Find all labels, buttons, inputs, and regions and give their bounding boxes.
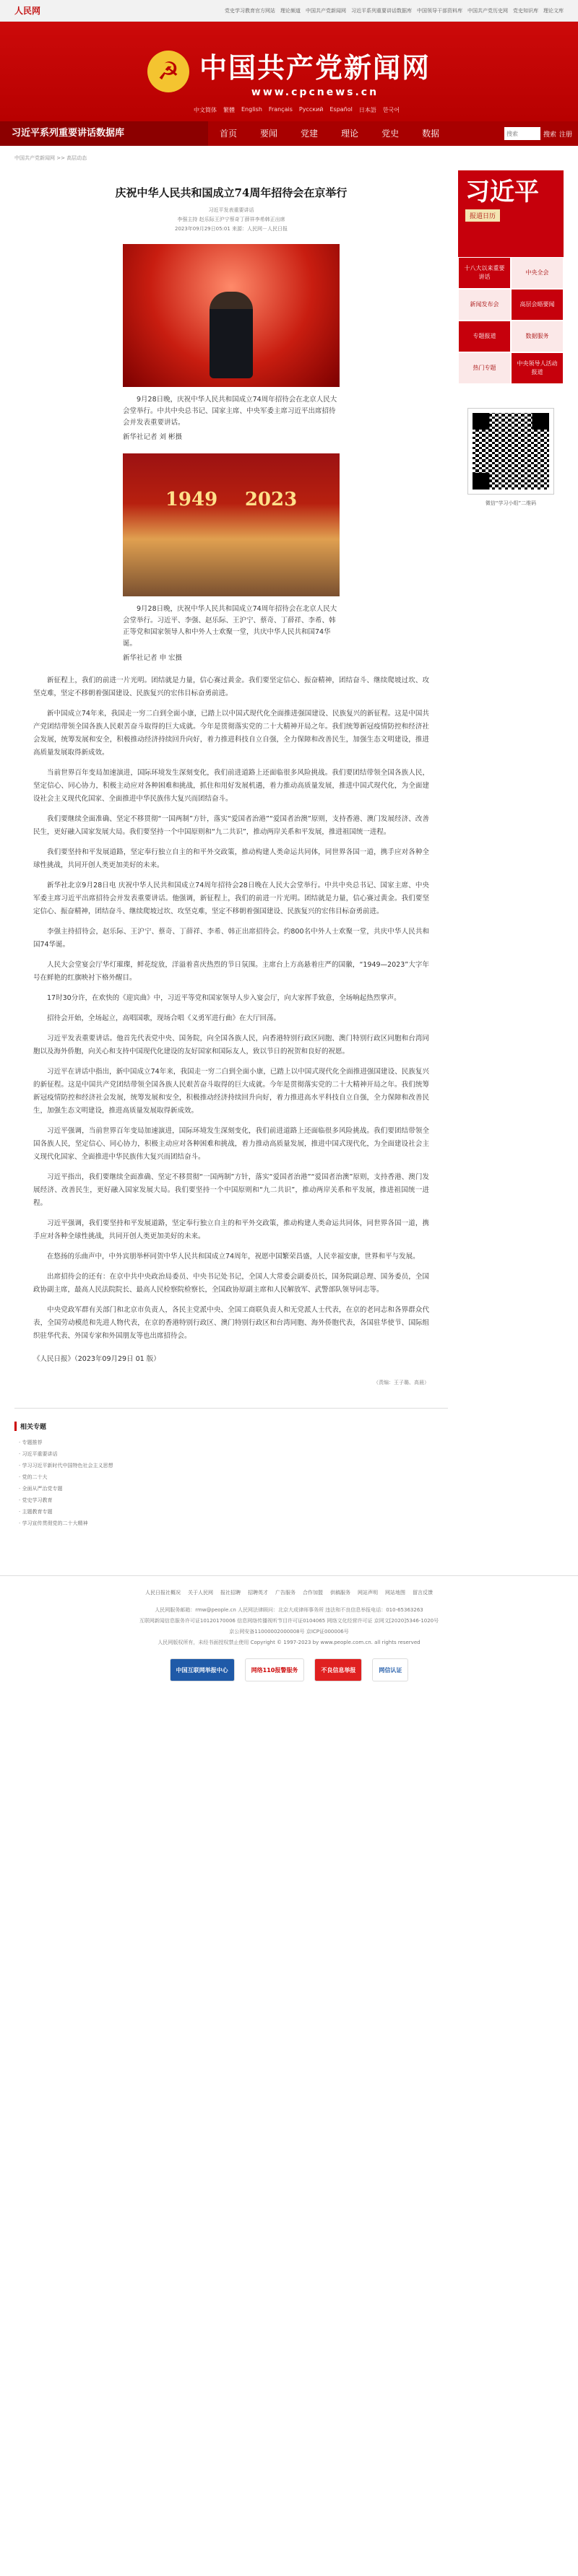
year-label: 1949	[165, 489, 218, 510]
top-link[interactable]: 中国共产党历史网	[467, 7, 508, 14]
sidebar-tile[interactable]: 新闻发布会	[458, 289, 511, 321]
search-input[interactable]	[504, 127, 540, 140]
section-title[interactable]: 习近平系列重要讲话数据库	[0, 121, 208, 146]
footer-link[interactable]: 网站声明	[358, 1590, 378, 1596]
top-bar	[0, 0, 578, 22]
photo-credit: 新华社记者 申 宏摄	[123, 654, 183, 662]
article-paragraph: 我们要坚持和平发展道路，坚定奉行独立自主的和平外交政策，推动构建人类命运共同体，同世界各国一道，携手应对各种全球性挑战，共同开创人类更加美好的未来。	[33, 848, 429, 869]
report-center-badge[interactable]: 中国互联网举报中心	[170, 1658, 235, 1681]
qr-code-icon	[468, 409, 553, 494]
party-emblem-icon: ☭	[147, 51, 189, 92]
footer-line: 京公网安备11000002000008号 京ICP证000006号	[229, 1629, 349, 1635]
related-item[interactable]: · 党的二十大	[19, 1474, 48, 1480]
sidebar	[458, 170, 564, 1529]
article-paragraph: 习近平强调，当前世界百年变局加速演进，国际环境发生深刻变化，我们前进道路上还面临很多风险挑战。我们要团结带领全国各族人民，坚定信心、同心协力，积极主动应对各种困难和挑战，着力推动高质量发展，推进中国式现代化，为全面建设社会主义现代化国家、全面推进中华民族伟大复兴而团结奋斗。	[33, 1127, 429, 1161]
related-item[interactable]: · 党史学习教育	[19, 1497, 53, 1503]
article-meta-date-source: 2023年09月29日05:01 来源：人民网－人民日报	[174, 226, 288, 232]
article-paragraph: 习近平指出，我们要继续全面准确、坚定不移贯彻“一国两制”方针，落实“爱国者治港”“爱国者治澳”原则，支持香港、澳门发展经济、改善民生，更好融入国家发展大局。我们要坚持一个中国原则和“九二共识”，推动两岸关系和平发展，推进祖国统一进程。	[33, 1173, 429, 1207]
footer-links	[29, 1589, 549, 1596]
article-paragraph: 新中国成立74年来，我国走一穷二白到全面小康，已踏上以中国式现代化全面推进强国建设、民族复兴的新征程。这是中国共产党团结带领全国各族人民艰苦奋斗取得的巨大成就。今年是贯彻落实党的二十大精神开局之年。我们统筹新冠疫情防控和经济社会发展，统筹发展和安全，积极推动经济持续回升向好，着力推进科技自立自强，全力保障和改善民生，加强生态文明建设，推进高质量发展取得新成效。	[33, 710, 429, 757]
nav-item-data[interactable]: 数据	[422, 129, 440, 139]
cac-verified-badge[interactable]: 网信认证	[372, 1658, 408, 1681]
top-link[interactable]: 党史知识库	[513, 7, 538, 14]
search-box	[504, 127, 572, 140]
language-link[interactable]: Русский	[298, 106, 324, 113]
search-button[interactable]: 搜索	[543, 131, 556, 139]
article-meta-attendees: 李强主持 赵乐际王沪宁蔡奇丁薛祥李希韩正出席	[177, 217, 285, 222]
sidebar-tile[interactable]: 高层会晤要闻	[511, 289, 564, 321]
language-nav	[194, 106, 400, 114]
related-item[interactable]: · 习近平重要讲话	[19, 1451, 58, 1457]
article-paragraph: 出席招待会的还有：在京中共中央政治局委员、中央书记处书记，全国人大常委会副委员长，国务院副总理、国务委员，全国政协副主席，最高人民法院院长、最高人民检察院检察长，全国政协原副主席和人民解放军、武警部队领导同志等。	[33, 1273, 429, 1294]
police-110-badge[interactable]: 网络110报警服务	[245, 1658, 305, 1681]
top-link[interactable]: 理论频道	[280, 7, 301, 14]
article-paragraph: 招待会开始，全场起立，高唱国歌，现场合唱《义勇军进行曲》在大厅回荡。	[47, 1014, 281, 1022]
footer-line: 人民网服务邮箱：rmw@people.cn 人民网法律顾问：北京大成律师事务所 违法和不良信息举报电话：010-65363263	[155, 1607, 423, 1613]
footer-legal	[29, 1605, 549, 1648]
article-paragraph: 习近平发表重要讲话。他首先代表党中央、国务院，向全国各族人民，向香港特别行政区同胞、澳门特别行政区同胞和台湾同胞以及海外侨胞，向关心和支持中国现代化建设的友好国家和国际友人，致以节日的祝贺和良好的祝愿。	[33, 1035, 429, 1056]
top-link[interactable]: 中国共产党新闻网	[306, 7, 346, 14]
article-source: 《人民日报》（2023年09月29日 01 版）	[33, 1355, 160, 1363]
nav-item-history[interactable]: 党史	[381, 129, 400, 139]
footer-link[interactable]: 合作加盟	[303, 1590, 323, 1596]
article-paragraph: 李强主持招待会，赵乐际、王沪宁、蔡奇、丁薛祥、李希、韩正出席招待会。约800名中外人士欢聚一堂，共庆中华人民共和国74华诞。	[33, 928, 429, 949]
article-paragraph: 新征程上，我们的前进一片光明。团结就是力量，信心赛过黄金。我们要坚定信心、振奋精神，团结奋斗、继续爬坡过坎、攻坚克难，坚定不移朝着强国建设、民族复兴的宏伟目标奋勇前进。	[33, 676, 429, 697]
language-link[interactable]: Español	[329, 106, 353, 113]
related-title: 相关专题	[14, 1422, 448, 1431]
language-link[interactable]: English	[241, 106, 262, 113]
people-logo[interactable]: 人民网	[14, 6, 41, 16]
language-link[interactable]: 한국어	[382, 107, 400, 113]
qr-caption: 微信“学习小组”二维码	[485, 500, 537, 506]
main-column	[14, 170, 448, 1529]
site-url: www.cpcnews.cn	[251, 86, 379, 98]
photo-caption: 9月28日晚，庆祝中华人民共和国成立74周年招待会在北京人民大会堂举行。中共中央总书记、国家主席、中央军委主席习近平出席招待会并发表重要讲话。	[123, 396, 337, 427]
related-item[interactable]: · 全面从严治党专题	[19, 1486, 63, 1492]
footer-link[interactable]: 留言反馈	[413, 1590, 433, 1596]
sidebar-tile[interactable]: 专题报道	[458, 321, 511, 352]
top-link[interactable]: 中国领导干部资料库	[417, 7, 462, 14]
sidebar-tile[interactable]: 中央领导人活动报道	[511, 352, 564, 384]
footer-link[interactable]: 人民日报社概况	[145, 1590, 181, 1596]
year-label: 2023	[244, 489, 298, 510]
calendar-title: 习近平	[465, 178, 539, 206]
article-paragraph: 新华社北京9月28日电 庆祝中华人民共和国成立74周年招待会28日晚在人民大会堂举行。中共中央总书记、国家主席、中央军委主席习近平出席招待会并发表重要讲话。他强调，新征程上，我们的前进一片光明。团结就是力量，信心赛过黄金。我们要坚定信心、振奋精神，团结奋斗、继续爬坡过坎、攻坚克难，坚定不移朝着强国建设、民族复兴的宏伟目标奋勇前进。	[33, 882, 429, 915]
language-link[interactable]: 繁體	[223, 107, 235, 113]
sidebar-tile[interactable]: 十八大以来重要讲话	[458, 257, 511, 289]
related-item[interactable]: · 学习习近平新时代中国特色社会主义思想	[19, 1463, 113, 1468]
footer-link[interactable]: 关于人民网	[188, 1590, 213, 1596]
article-body	[33, 674, 429, 1343]
top-link[interactable]: 理论文库	[543, 7, 564, 14]
article-paragraph: 中央党政军群有关部门和北京市负责人，各民主党派中央、全国工商联负责人和无党派人士代表，在京的老同志和各界群众代表，全国劳动模范和先进人物代表，在京的香港特别行政区、澳门特别行政区和台湾同胞、海外侨胞代表，各国驻华使节、国际组织驻华代表、外国专家和外国朋友等也出席招待会。	[33, 1306, 429, 1340]
related-item[interactable]: · 主题教育专题	[19, 1509, 53, 1515]
nav-item-party[interactable]: 党建	[301, 129, 319, 139]
bad-info-report-badge[interactable]: 不良信息举报	[314, 1658, 362, 1681]
related-item[interactable]: · 学习宣传贯彻党的二十大精神	[19, 1520, 88, 1526]
article-paragraph: 人民大会堂宴会厅华灯璀璨，鲜花绽放，洋溢着喜庆热烈的节日氛围。主席台上方高悬着庄严的国徽，“1949—2023”大字年号在鲜艳的红旗映衬下格外醒目。	[33, 961, 429, 982]
related-topics	[14, 1409, 448, 1529]
footer-line: 人民网版权所有，未经书面授权禁止使用 Copyright © 1997-2023 by www.people.com.cn. all rights reserved	[158, 1640, 420, 1645]
article-paragraph: 习近平强调，我们要坚持和平发展道路，坚定奉行独立自主的和平外交政策，推动构建人类命运共同体，同世界各国一道，携手应对各种全球性挑战，共同开创人类更加美好的未来。	[33, 1219, 429, 1240]
top-link[interactable]: 党史学习教育官方网站	[225, 7, 275, 14]
footer-link[interactable]: 网站地图	[385, 1590, 405, 1596]
article-meta-subtitle: 习近平发表重要讲话	[208, 207, 254, 213]
photo-credit: 新华社记者 刘 彬摄	[123, 433, 183, 441]
top-link[interactable]: 习近平系列重要讲话数据库	[351, 7, 412, 14]
language-link[interactable]: Français	[268, 106, 293, 113]
register-link[interactable]: 注册	[558, 131, 572, 139]
article-photo-banquet	[123, 453, 340, 596]
article-paragraph: 17时30分许，在欢快的《迎宾曲》中，习近平等党和国家领导人步入宴会厅，向大家挥手致意，全场响起热烈掌声。	[47, 994, 401, 1002]
article	[14, 170, 448, 1409]
language-link[interactable]: 中文简体	[194, 107, 217, 113]
footer-badges	[29, 1658, 549, 1681]
footer-link[interactable]: 广告服务	[275, 1590, 296, 1596]
sidebar-tile[interactable]: 热门专题	[458, 352, 511, 384]
article-photo-speech	[123, 244, 340, 387]
site-banner	[0, 22, 578, 121]
nav-item-home[interactable]: 首页	[220, 129, 238, 139]
article-paragraph: 在悠扬的乐曲声中，中外宾朋举杯同贺中华人民共和国成立74周年，祝愿中国繁荣昌盛，人民幸福安康，世界和平与发展。	[47, 1253, 420, 1261]
nav-item-news[interactable]: 要闻	[260, 129, 278, 139]
footer-link[interactable]: 供稿服务	[330, 1590, 350, 1596]
sidebar-tiles	[458, 257, 564, 384]
footer-link[interactable]: 报社招聘	[220, 1590, 241, 1596]
xi-calendar-banner[interactable]	[458, 170, 564, 257]
calendar-subtitle: 报道日历	[465, 209, 500, 222]
article-paragraph: 习近平在讲话中指出，新中国成立74年来，我国走一穷二白到全面小康，已踏上以中国式现代化全面推进强国建设、民族复兴的新征程。这是中国共产党团结带领全国各族人民艰苦奋斗取得的巨大成就。今年是贯彻落实党的二十大精神开局之年。我们统筹新冠疫情防控和经济社会发展，统筹发展和安全，积极推动经济持续回升向好，着力推进高水平科技自立自强，全力保障和改善民生，加强生态文明建设，推进高质量发展取得新成效。	[33, 1068, 429, 1115]
article-paragraph: 我们要继续全面准确、坚定不移贯彻“一国两制”方针，落实“爱国者治港”“爱国者治澳”原则，支持香港、澳门发展经济、改善民生，更好融入国家发展大局。我们要坚持一个中国原则和“九二共识”，推动两岸关系和平发展，推进祖国统一进程。	[33, 815, 429, 836]
footer-line: 互联网新闻信息服务许可证10120170006 信息网络传播视听节目许可证0104065 网络文化经营许可证 京网文[2020]5346-1020号	[139, 1618, 439, 1624]
article-title: 庆祝中华人民共和国成立74周年招待会在京举行	[115, 186, 348, 199]
article-editor: （责编：王子璐、高晨）	[374, 1380, 429, 1385]
photo-caption: 9月28日晚，庆祝中华人民共和国成立74周年招待会在北京人民大会堂举行。习近平、李强、赵乐际、王沪宁、蔡奇、丁薛祥、李希、韩正等党和国家领导人和中外人士欢聚一堂，共庆中华人民共和国74华诞。	[123, 605, 337, 648]
site-title[interactable]: 中国共产党新闻网	[199, 51, 431, 84]
nav-item-theory[interactable]: 理论	[341, 129, 359, 139]
breadcrumb[interactable]: 中国共产党新闻网 >> 高层动态	[14, 155, 87, 161]
main-nav	[0, 121, 578, 146]
footer-link[interactable]: 招聘英才	[248, 1590, 268, 1596]
sidebar-tile[interactable]: 数据服务	[511, 321, 564, 352]
footer	[0, 1575, 578, 1692]
related-item[interactable]: · 专题推荐	[19, 1440, 43, 1445]
top-links	[101, 7, 564, 14]
sidebar-tile[interactable]: 中央全会	[511, 257, 564, 289]
speaker-figure	[210, 292, 253, 378]
article-paragraph: 当前世界百年变局加速演进，国际环境发生深刻变化，我们前进道路上还面临很多风险挑战。我们要团结带领全国各族人民，坚定信心、同心协力，积极主动应对各种困难和挑战，抓住和用好发展机遇，着力推动高质量发展，推进中国式现代化，为全面建设社会主义现代化国家、全面推进中华民族伟大复兴而团结奋斗。	[33, 769, 429, 803]
language-link[interactable]: 日本語	[358, 107, 376, 113]
